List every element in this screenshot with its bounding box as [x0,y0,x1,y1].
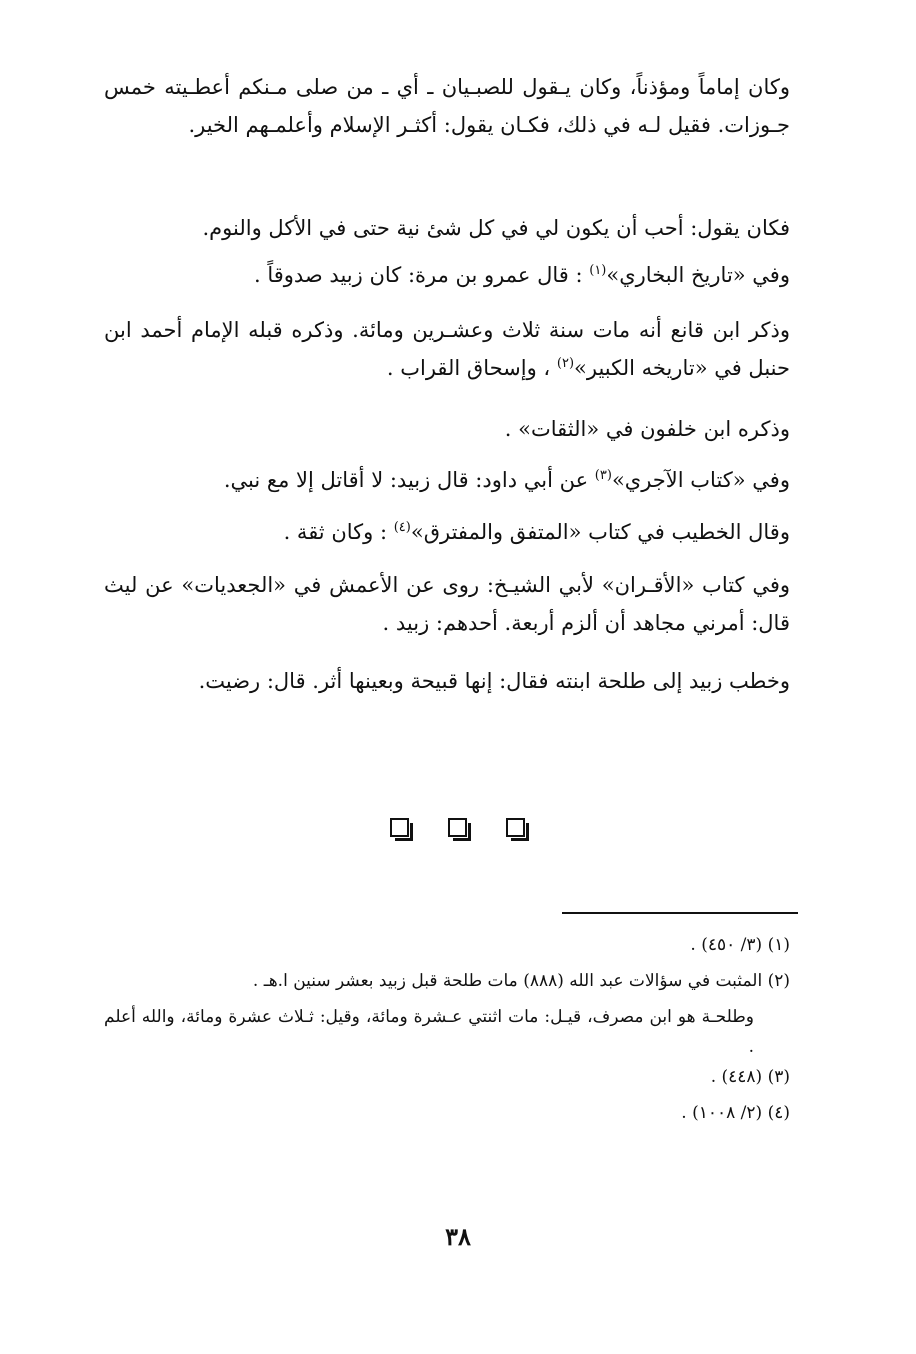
paragraph-text: وخطب زبيد إلى طلحة ابنته فقال: إنها قبيحة وبعينها أثر. قال: رضيت. [198,669,790,693]
footnote-2-continuation: وطلحـة هو ابن مصرف، قيـل: مات اثنتي عـشرة ومائة، وقيل: ثـلاث عشرة ومائة، والله أعلم . [104,1007,754,1057]
paragraph-ibn-khalfun [104,410,790,448]
paragraph-reward-story [104,68,790,144]
paragraph-talha-daughter [104,662,790,700]
paragraph-text: وذكر ابن قانع أنه مات سنة ثلاث وعشـرين ومائة. وذكره قبله الإمام أحمد ابن حنبل في «تاريخه الكبير» [104,318,790,380]
footnote-4: (٤) (٢/ ١٠٠٨) . [681,1103,790,1123]
paragraph-text: وكان إماماً ومؤذناً، وكان يـقول للصبـيان ـ أي ـ من صلى مـنكم أعطـيته خمس جـوزات. فقيل لـه في ذلك، فكـان يقول: أكثـر الإسلام وأعلمـهم الخير. [104,75,790,137]
paragraph-khatib [104,513,790,551]
footnote-divider [562,912,798,914]
footnote-3: (٣) (٤٤٨) . [710,1067,790,1087]
paragraph-text: وذكره ابن خلفون في «الثقات» . [504,417,790,441]
page-number: ٣٨ [445,1222,471,1251]
paragraph-text: وفي «كتاب الآجري» [611,468,790,492]
footnote-marker-2[interactable]: (٢) [556,356,575,371]
paragraph-text: : قال عمرو بن مرة: كان زبيد صدوقاً . [253,263,590,287]
paragraph-text: ، وإسحاق القراب . [386,356,557,380]
paragraph-text: وقال الخطيب في كتاب «المتفق والمفترق» [410,520,790,544]
paragraph-text: وفي كتاب «الأقـران» لأبي الشيـخ: روى عن الأعمش في «الجعديات» عن ليث قال: أمرني مجاهد أن ألزم أربعة. أحدهم: زبيد . [104,573,790,635]
paragraph-ajurri [104,461,790,499]
footnotes-section [104,930,790,1134]
section-ornament [0,818,916,838]
footnote-1: (١) (٣/ ٤٥٠) . [690,935,790,955]
paragraph-text: : وكان ثقة . [283,520,394,544]
paragraph-ibn-qani [104,311,790,387]
paragraph-intention [104,209,790,247]
paragraph-aqran [104,566,790,642]
footnote-marker-1[interactable]: (١) [589,263,607,278]
footnote-2: (٢) المثبت في سؤالات عبد الله (٨٨٨) مات طلحة قبل زبيد بعشر سنين ا.هـ . [252,971,790,991]
square-bullet-icon [506,818,526,838]
paragraph-text: وفي «تاريخ البخاري» [606,263,790,287]
square-bullet-icon [448,818,468,838]
paragraph-bukhari [104,256,790,294]
paragraph-text: عن أبي داود: قال زبيد: لا أقاتل إلا مع نبي. [223,468,595,492]
paragraph-text: فكان يقول: أحب أن يكون لي في كل شئ نية حتى في الأكل والنوم. [202,216,790,240]
footnote-marker-3[interactable]: (٣) [594,468,612,483]
square-bullet-icon [390,818,410,838]
footnote-marker-4[interactable]: (٤) [393,520,411,535]
